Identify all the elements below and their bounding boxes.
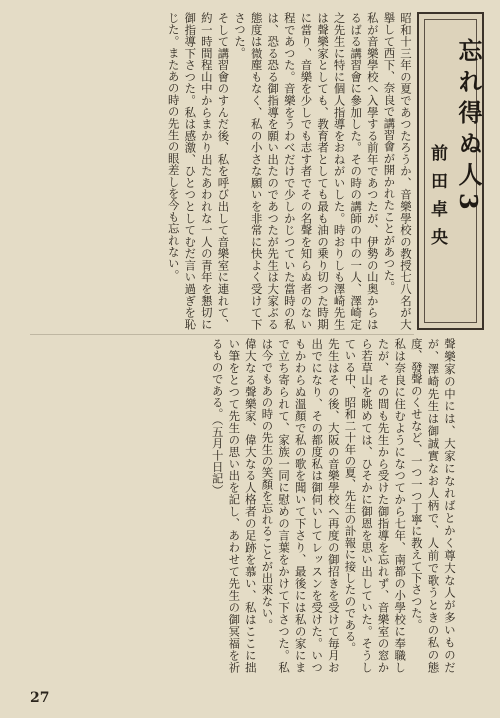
article-title: 忘れ得ぬ人3 [454,38,483,217]
author-name: 前田卓央 [427,144,447,256]
body-text-bottom: 聲樂家の中には、大家になればとかく尊大な人が多いものだが、澤崎先生は御誠實なお人柄で、人前で歌うときの私の態度、發聲のくせなど、一つ一つ丁寧に教えて下さつた。 私は奈良に住むようになつてから七年、南都の小學校に奉職したが、その間も先生から受けた御指導を忘れず、音樂室の窓から若草山を眺めては、ひそかに御恩を思い出していた。そうしている中、昭和二十年の夏、先生の訃報に接したのである。 先生はその後、大阪の音樂學校へ再度の御招きを受けて毎月お出でになり、その都度私は御伺いしてレッスンを受けた。いつもかわらぬ溫顏で私の歌を聞いて下さり、最後には私の家にまで立ち寄られて、家族一同に慰めの言葉をかけて下さつた。私は今でもあの時の先生の笑顏を忘れることが出來ない。 偉大なる聲樂家、偉大なる人格者の足跡を慕い、私はここに拙い筆をとつて先生の思い出を記し、あわせて先生の御冥福を祈るものである。（五月十日記） [210,338,457,673]
body-text-top: 昭和十三年の夏であつたろうか、音樂學校の教授七八名が大擧して西下、奈良で講習會が開かれたことがあつた。 私が音樂學校へ入學する前年であつたが、伊勢の山奥からはるばる講習會に參加した。その時の講師の中の一人、澤崎定之先生に特に個人指導をおねがいした。時おりしも澤崎先生は聲樂家としても、教育者としても最も油の乗り切つた時期に當り、音樂を少しでも志す者でその名聲を知らぬ者のない程であつた。音樂をうわべだけで少しかじつていた當時の私は、恐る恐る御指導を願い出たのであつたが先生は大家ぶる態度は微塵もなく、私の小さな願いを非常に快よく受けて下さつた。 そして講習會のすんだ後、私を呼び出して音樂室に連れて、約一時間程山中からまかり出たあわれな一人の青年を懇切に御指導下さつた。私は感激、ひとつとしてむだ言い過ぎを恥じた。またあの時の先生の眼差しを今も忘れない。 [166,12,413,330]
section-divider [30,334,414,335]
page-number: 27 [30,690,50,706]
title-box [417,12,484,330]
